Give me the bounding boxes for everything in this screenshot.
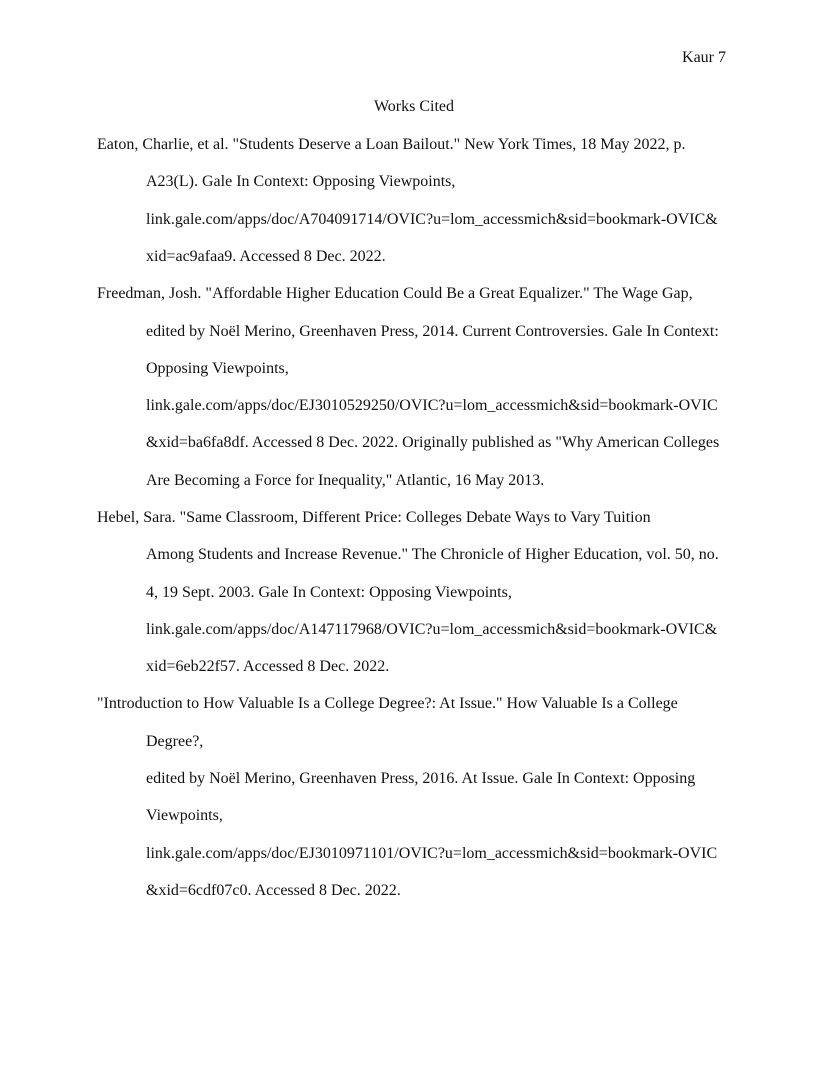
citation-line: link.gale.com/apps/doc/EJ3010529250/OVIC?u=lom_accessmich&sid=bookmark-OVIC xyxy=(146,397,718,414)
citation-line: edited by Noël Merino, Greenhaven Press, 2014. Current Controversies. Gale In Context: xyxy=(146,323,719,340)
citation-line: Among Students and Increase Revenue." The Chronicle of Higher Education, vol. 50, no. xyxy=(146,546,719,563)
citation-line: link.gale.com/apps/doc/A147117968/OVIC?u=lom_accessmich&sid=bookmark-OVIC& xyxy=(146,621,718,638)
citation-line: Are Becoming a Force for Inequality," Atlantic, 16 May 2013. xyxy=(146,472,545,489)
citation-line: Viewpoints, xyxy=(146,807,223,824)
citation-line: Degree?, xyxy=(146,733,204,750)
citation-line: xid=6eb22f57. Accessed 8 Dec. 2022. xyxy=(146,658,390,675)
citation-line: &xid=ba6fa8df. Accessed 8 Dec. 2022. Originally published as "Why American Colleges xyxy=(146,434,720,451)
citation-line: edited by Noël Merino, Greenhaven Press, 2016. At Issue. Gale In Context: Opposing xyxy=(146,770,696,787)
citation-line: A23(L). Gale In Context: Opposing Viewpoints, xyxy=(146,173,456,190)
citation-line: Freedman, Josh. "Affordable Higher Education Could Be a Great Equalizer." The Wage Gap, xyxy=(97,285,693,302)
citation-line: Hebel, Sara. "Same Classroom, Different Price: Colleges Debate Ways to Vary Tuition xyxy=(97,509,651,526)
citation-line: link.gale.com/apps/doc/EJ3010971101/OVIC?u=lom_accessmich&sid=bookmark-OVIC xyxy=(146,845,718,862)
page-title: Works Cited xyxy=(373,98,455,115)
citation-line: link.gale.com/apps/doc/A704091714/OVIC?u=lom_accessmich&sid=bookmark-OVIC& xyxy=(146,211,718,228)
citation-line: xid=ac9afaa9. Accessed 8 Dec. 2022. xyxy=(146,248,386,265)
citation-line: Opposing Viewpoints, xyxy=(146,360,289,377)
citation-line: Eaton, Charlie, et al. "Students Deserve a Loan Bailout." New York Times, 18 May 2022, p. xyxy=(97,136,686,153)
citation-line: 4, 19 Sept. 2003. Gale In Context: Opposing Viewpoints, xyxy=(146,584,512,601)
citation-line: "Introduction to How Valuable Is a College Degree?: At Issue." How Valuable Is a College xyxy=(97,695,678,712)
running-head: Kaur 7 xyxy=(682,49,726,66)
citation-line: &xid=6cdf07c0. Accessed 8 Dec. 2022. xyxy=(146,882,401,899)
